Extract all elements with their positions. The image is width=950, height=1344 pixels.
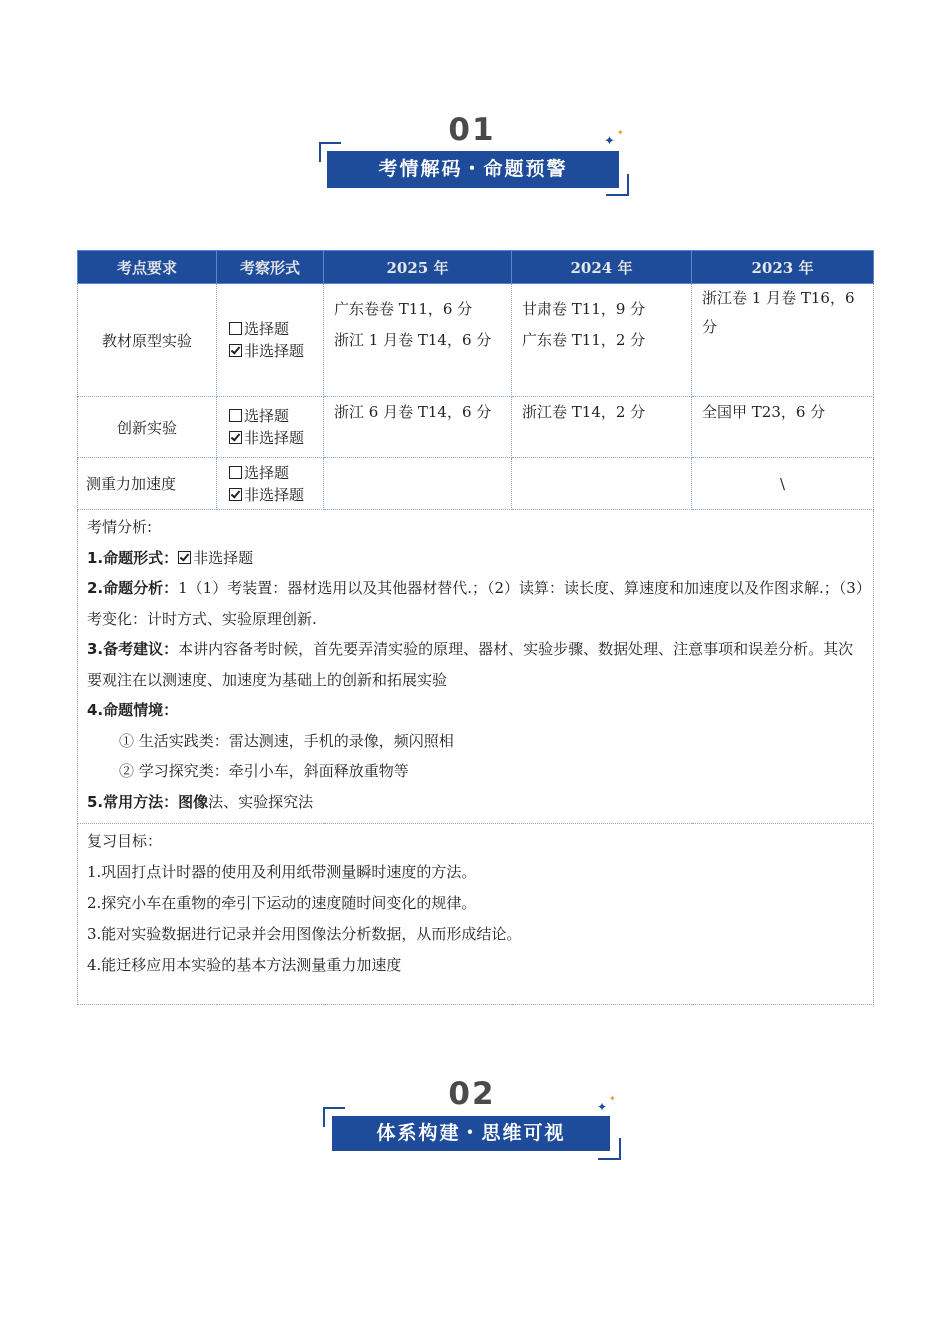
year-cell: 广东卷卷 T11，6 分 浙江 1 月卷 T14，6 分 [324, 284, 512, 397]
analysis-row [78, 510, 874, 824]
analysis-item: 4.命题情境： [87, 701, 179, 719]
banner-frame-corner [606, 174, 629, 196]
year-cell [324, 458, 512, 510]
year-cell: \ [692, 458, 874, 510]
column-header: 2024 年 [512, 251, 692, 284]
checked-box-icon [229, 344, 242, 357]
unchecked-box-icon [229, 322, 242, 335]
table-header-row [78, 251, 874, 284]
analysis-item: 1.命题形式： 非选择题 [87, 548, 254, 567]
section-banner-2 [0, 1074, 950, 1164]
column-header: 2023 年 [692, 251, 874, 284]
banner-frame-corner [598, 1138, 621, 1160]
analysis-item: 3.备考建议：本讲内容备考时候，首先要弄清实验的原理、器材、实验步骤、数据处理、注意事项和误差分析。其次要观注在以测速度、加速度为基础上的创新和拓展实验 [87, 640, 854, 689]
goal-item: 3.能对实验数据进行记录并会用图像法分析数据，从而形成结论。 [87, 925, 522, 943]
topic-cell: 测重力加速度 [78, 458, 217, 510]
section-title: 体系构建・思维可视 [330, 1114, 612, 1153]
analysis-section [78, 510, 874, 824]
topic-cell: 教材原型实验 [78, 284, 217, 397]
analysis-item: 5.常用方法：图像法、实验探究法 [87, 792, 314, 811]
goal-item: 2.探究小车在重物的牵引下运动的速度随时间变化的规律。 [87, 894, 477, 912]
sparkle-icon: ✦ [597, 1100, 608, 1114]
year-cell [512, 458, 692, 510]
analysis-subitem: ② 学习探究类：牵引小车，斜面释放重物等 [119, 762, 409, 780]
section-number: 02 [448, 1076, 496, 1112]
sparkle-icon: ✦ [604, 134, 615, 149]
column-header: 2025 年 [324, 251, 512, 284]
year-cell: 浙江卷 T14，2 分 [512, 397, 692, 458]
year-cell: 浙江 6 月卷 T14，6 分 [324, 397, 512, 458]
table-row [78, 458, 874, 510]
section-banner-1 [0, 108, 950, 198]
column-header: 考察形式 [217, 251, 324, 284]
analysis-item: 2.命题分析：1（1）考装置：器材选用以及其他器材替代.；（2）读算：读长度、算速度和加速度以及作图求解.；（3）考变化：计时方式、实验原理创新. [87, 579, 864, 628]
form-cell: 选择题 非选择题 [217, 458, 324, 510]
year-cell: 甘肃卷 T11，9 分 广东卷 T11，2 分 [512, 284, 692, 397]
section-title: 考情解码・命题预警 [325, 149, 621, 190]
form-cell: 选择题 非选择题 [217, 397, 324, 458]
goals-section [78, 824, 874, 1005]
goal-item: 1.巩固打点计时器的使用及利用纸带测量瞬时速度的方法。 [87, 863, 477, 881]
unchecked-box-icon [229, 409, 242, 422]
unchecked-box-icon [229, 466, 242, 479]
goals-heading: 复习目标： [87, 832, 163, 850]
section-number: 01 [448, 112, 496, 148]
analysis-subitem: ① 生活实践类：雷达测速，手机的录像，频闪照相 [119, 731, 454, 750]
goal-item: 4.能迁移应用本实验的基本方法测量重力加速度 [87, 956, 402, 974]
topic-cell: 创新实验 [78, 397, 217, 458]
sparkle-icon: ✦ [609, 1094, 616, 1103]
table-row [78, 284, 874, 397]
checked-box-icon [229, 488, 242, 501]
checked-box-icon [229, 431, 242, 444]
form-cell: 选择题 非选择题 [217, 284, 324, 397]
goals-row [78, 824, 874, 1005]
sparkle-icon: ✦ [617, 128, 624, 137]
analysis-heading: 考情分析: [87, 518, 153, 536]
year-cell: 浙江卷 1 月卷 T16，6 分 [692, 284, 874, 397]
column-header: 考点要求 [78, 251, 217, 284]
checked-box-icon [178, 551, 191, 564]
year-cell: 全国甲 T23，6 分 [692, 397, 874, 458]
table-row [78, 397, 874, 458]
exam-analysis-table [77, 250, 874, 1005]
